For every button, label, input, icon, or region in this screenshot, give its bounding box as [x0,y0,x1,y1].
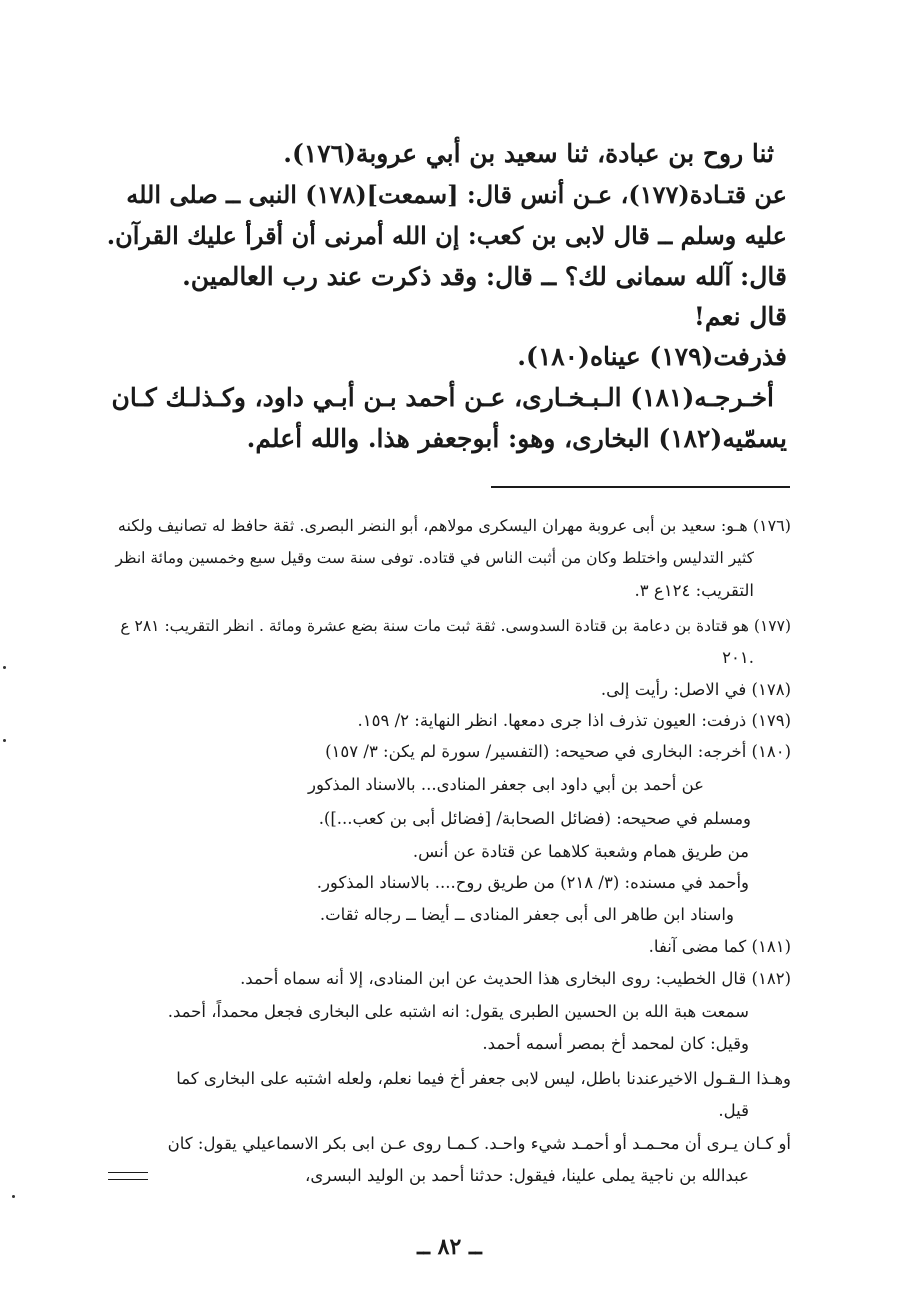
footnote-line: (١٧٦) هـو: سعيد بن أبى عروبة مهران اليسكرى مولاهم، أبو النضر البصرى. ثقة حافظ له تصانيف ولكنه [117,516,791,535]
footnote-line: (١٧٩) ذرفت: العيون تذرف اذا جرى دمعها. انظر النهاية: ٢/ ١٥٩. [357,711,791,730]
scan-speck [3,739,6,742]
continuation-mark [108,1172,148,1180]
footnote-line: التقريب: ١٢٤ع ٣. [634,581,754,600]
footnote-separator [491,486,790,488]
footnote-line: قيل. [718,1101,749,1120]
footnote-line: ٢٠١. [722,648,754,667]
footnote-line: أو كـان يـرى أن محـمـد أو أحمـد شيء واحـد. كـمـا روى عـن ابى بكر الاسماعيلي يقول: كان [167,1134,791,1153]
main-line: فذرفت(١٧٩) عيناه(١٨٠). [517,342,787,371]
main-line: قال نعم! [693,302,787,331]
main-line: ثنا روح بن عبادة، ثنا سعيد بن أبي عروبة(١٧٦). [283,139,774,168]
footnote-line: من طريق همام وشعبة كلاهما عن قتادة عن أنس. [412,842,749,861]
footnote-line: كثير التدليس واختلط وكان من أثبت الناس في قتاده. توفى سنة ست وقيل سبع وخمسين ومائة انظر [115,549,754,567]
scan-speck [12,1195,15,1198]
main-line: أخـرجـه(١٨١) الـبـخـارى، عـن أحمد بـن أبـي داود، وكـذلـك كـان [111,383,774,412]
footnote-line: وأحمد في مسنده: (٣/ ٢١٨) من طريق روح.... بالاسناد المذكور. [316,873,749,892]
footnote-line: عبدالله بن ناجية يملى علينا، فيقول: حدثنا أحمد بن الوليد البسرى، [305,1166,749,1185]
page-number: ــ ٨٢ ــ [417,1234,482,1260]
footnote-line: وهـذا الـقـول الاخيرعندنا باطل، ليس لابى جعفر أخ فيما نعلم، ولعله اشتبه على البخارى كما [176,1069,791,1088]
footnote-line: وقيل: كان لمحمد أخ بمصر أسمه أحمد. [482,1034,749,1053]
footnote-line: (١٧٨) في الاصل: رأيت إلى. [600,680,791,699]
main-line: قال: آلله سمانى لك؟ ــ قال: وقد ذكرت عند رب العالمين. [182,262,787,291]
footnote-line: سمعت هبة الله بن الحسين الطبرى يقول: انه اشتبه على البخارى فجعل محمداً، أحمد. [167,1002,749,1021]
main-line: عن قتـادة(١٧٧)، عـن أنس قال: [سمعت](١٧٨) النبى ــ صلى الله [126,180,787,209]
footnote-line: ومسلم في صحيحه: (فضائل الصحابة/ [فضائل أبى بن كعب...]). [318,809,751,828]
scan-speck [3,666,6,669]
footnote-line: واسناد ابن طاهر الى أبى جعفر المنادى ــ أيضا ــ رجاله ثقات. [319,905,734,924]
footnote-line: (١٨٠) أخرجه: البخارى في صحيحه: (التفسير/ سورة لم يكن: ٣/ ١٥٧) [325,742,791,761]
footnote-line: (١٧٧) هو قتادة بن دعامة بن قتادة السدوسى. ثقة ثبت مات سنة بضع عشرة ومائة . انظر التقريب: ٢٨١ ع [120,617,791,635]
footnote-line: (١٨٢) قال الخطيب: روى البخارى هذا الحديث عن ابن المنادى، إلا أنه سماه أحمد. [240,969,791,988]
main-line: عليه وسلم ــ قال لابى بن كعب: إن الله أمرنى أن أقرأ عليك القرآن. [106,221,787,250]
footnote-line: عن أحمد بن أبي داود ابى جعفر المنادى... بالاسناد المذكور [308,775,704,794]
main-line: يسمّيه(١٨٢) البخارى، وهو: أبوجعفر هذا. والله أعلم. [246,424,787,453]
footnote-line: (١٨١) كما مضى آنفا. [648,937,791,956]
